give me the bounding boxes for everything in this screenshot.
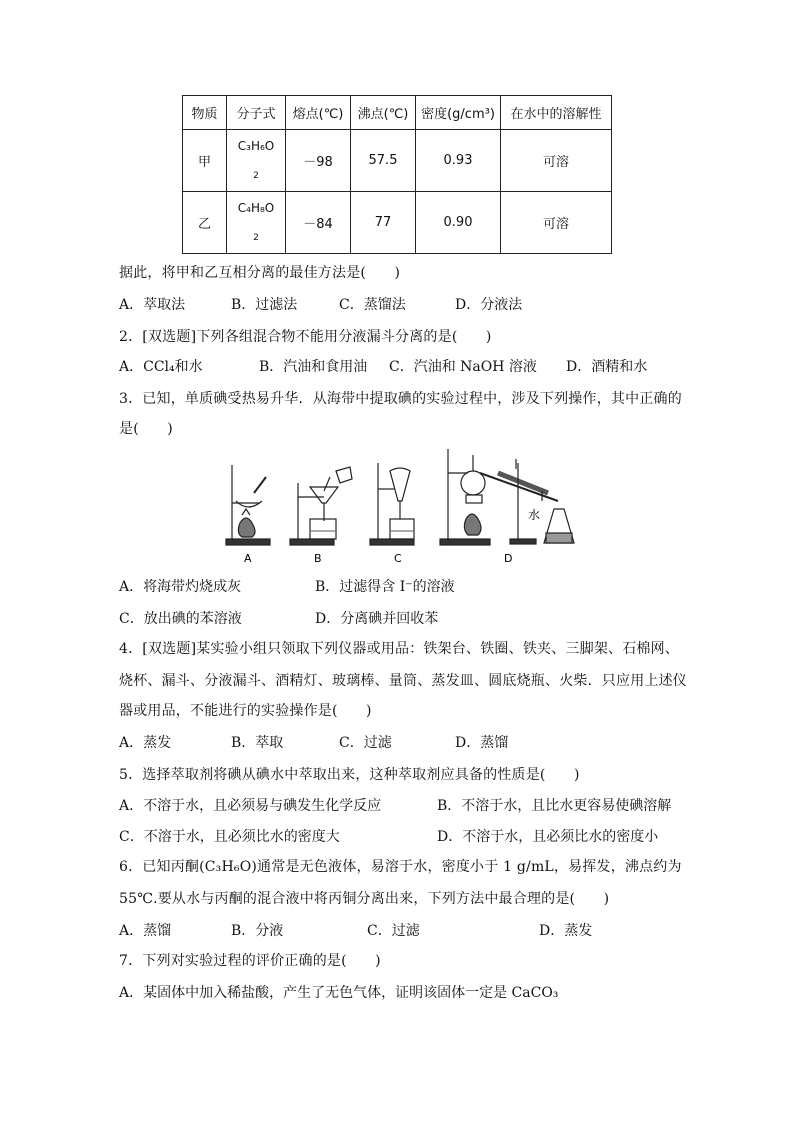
cell-density: 0.90 (416, 192, 501, 254)
q5-option-c: C．不溶于水，且必须比水的密度大 (119, 829, 340, 845)
q5-stem: 5．选择萃取剂将碘从碘水中萃取出来，这种萃取剂应具备的性质是( ) (119, 767, 580, 783)
table-header-row (183, 96, 612, 130)
q4-option-d: D．蒸馏 (455, 735, 509, 751)
cell-mp: －98 (286, 130, 351, 192)
properties-table (182, 95, 612, 254)
header-boiling-point: 沸点(℃) (351, 96, 416, 130)
q5-option-b: B．不溶于水，且比水更容易使碘溶解 (437, 798, 672, 814)
formula-main: C₄H₈O (237, 200, 275, 215)
q2-option-b: B．汽油和食用油 (259, 359, 368, 375)
q6-stem-line2: 55℃.要从水与丙酮的混合液中将丙铜分离出来，下列方法中最合理的是( ) (119, 891, 610, 907)
q3-stem-line2: 是( ) (119, 421, 173, 437)
q4-stem-line2: 烧杯、漏斗、分液漏斗、酒精灯、玻璃棒、量筒、蒸发皿、圆底烧瓶、火柴．只应用上述仪 (119, 673, 687, 689)
q7-option-a: A．某固体中加入稀盐酸，产生了无色气体，证明该固体一定是 CaCO₃ (119, 985, 559, 1001)
q3-stem-line1: 3．已知，单质碘受热易升华．从海带中提取碘的实验过程中，涉及下列操作，其中正确的 (119, 391, 682, 407)
figure-label-d: D (504, 552, 513, 565)
q3-option-b: B．过滤得含 I⁻的溶液 (315, 579, 455, 595)
figure-label-c: C (394, 552, 402, 565)
q2-option-d: D．酒精和水 (566, 359, 648, 375)
q1-option-b: B．过滤法 (231, 297, 298, 313)
q1-option-d: D．分液法 (455, 297, 523, 313)
q3-option-a: A．将海带灼烧成灰 (119, 579, 242, 595)
q7-stem: 7．下列对实验过程的评价正确的是( ) (119, 953, 381, 969)
q2-stem: 2．[双选题]下列各组混合物不能用分液漏斗分离的是( ) (119, 329, 492, 345)
header-density: 密度(g/cm³) (416, 96, 501, 130)
apparatus-illustration (218, 443, 578, 567)
figure-water-label: 水 (528, 508, 541, 522)
cell-bp: 57.5 (351, 130, 416, 192)
q6-option-b: B．分液 (231, 923, 284, 939)
lab-apparatus-figure (218, 443, 578, 567)
cell-mp: －84 (286, 192, 351, 254)
cell-formula (227, 192, 286, 254)
q4-stem-line3: 器或用品，不能进行的实验操作是( ) (119, 703, 372, 719)
cell-name: 乙 (183, 192, 227, 254)
formula-main: C₃H₆O (237, 138, 275, 153)
table-row (183, 130, 612, 192)
header-solubility: 在水中的溶解性 (501, 96, 612, 130)
figure-label-b: B (314, 552, 322, 565)
cell-solubility: 可溶 (501, 192, 612, 254)
q6-stem-line1: 6．已知丙酮(C₃H₆O)通常是无色液体，易溶于水，密度小于 1 g/mL，易挥发，沸点约为 (119, 859, 682, 875)
q6-option-a: A．蒸馏 (119, 923, 172, 939)
figure-label-a: A (244, 552, 252, 565)
q1-option-a: A．萃取法 (119, 297, 186, 313)
cell-density: 0.93 (416, 130, 501, 192)
q3-option-d: D．分离碘并回收苯 (315, 611, 439, 627)
q2-option-a: A．CCl₄和水 (119, 359, 203, 375)
q4-stem-line1: 4．[双选题]某实验小组只领取下列仪器或用品：铁架台、铁圈、铁夹、三脚架、石棉网、 (119, 641, 680, 657)
table-row (183, 192, 612, 254)
q1-option-c: C．蒸馏法 (339, 297, 406, 313)
q5-option-d: D．不溶于水，且必须比水的密度小 (437, 829, 659, 845)
q5-option-a: A．不溶于水，且必须易与碘发生化学反应 (119, 798, 382, 814)
formula-tail: 2 (253, 232, 259, 243)
cell-name: 甲 (183, 130, 227, 192)
q2-option-c: C．汽油和 NaOH 溶液 (389, 359, 537, 375)
formula-tail: 2 (253, 170, 259, 181)
q4-option-b: B．萃取 (231, 735, 284, 751)
q6-option-c: C．过滤 (367, 923, 420, 939)
cell-formula (227, 130, 286, 192)
q3-option-c: C．放出碘的苯溶液 (119, 611, 242, 627)
cell-solubility: 可溶 (501, 130, 612, 192)
q4-option-c: C．过滤 (339, 735, 392, 751)
q4-option-a: A．蒸发 (119, 735, 172, 751)
q6-option-d: D．蒸发 (539, 923, 593, 939)
header-melting-point: 熔点(℃) (286, 96, 351, 130)
q1-stem: 据此，将甲和乙互相分离的最佳方法是( ) (119, 265, 401, 281)
cell-bp: 77 (351, 192, 416, 254)
header-substance: 物质 (183, 96, 227, 130)
header-formula: 分子式 (227, 96, 286, 130)
